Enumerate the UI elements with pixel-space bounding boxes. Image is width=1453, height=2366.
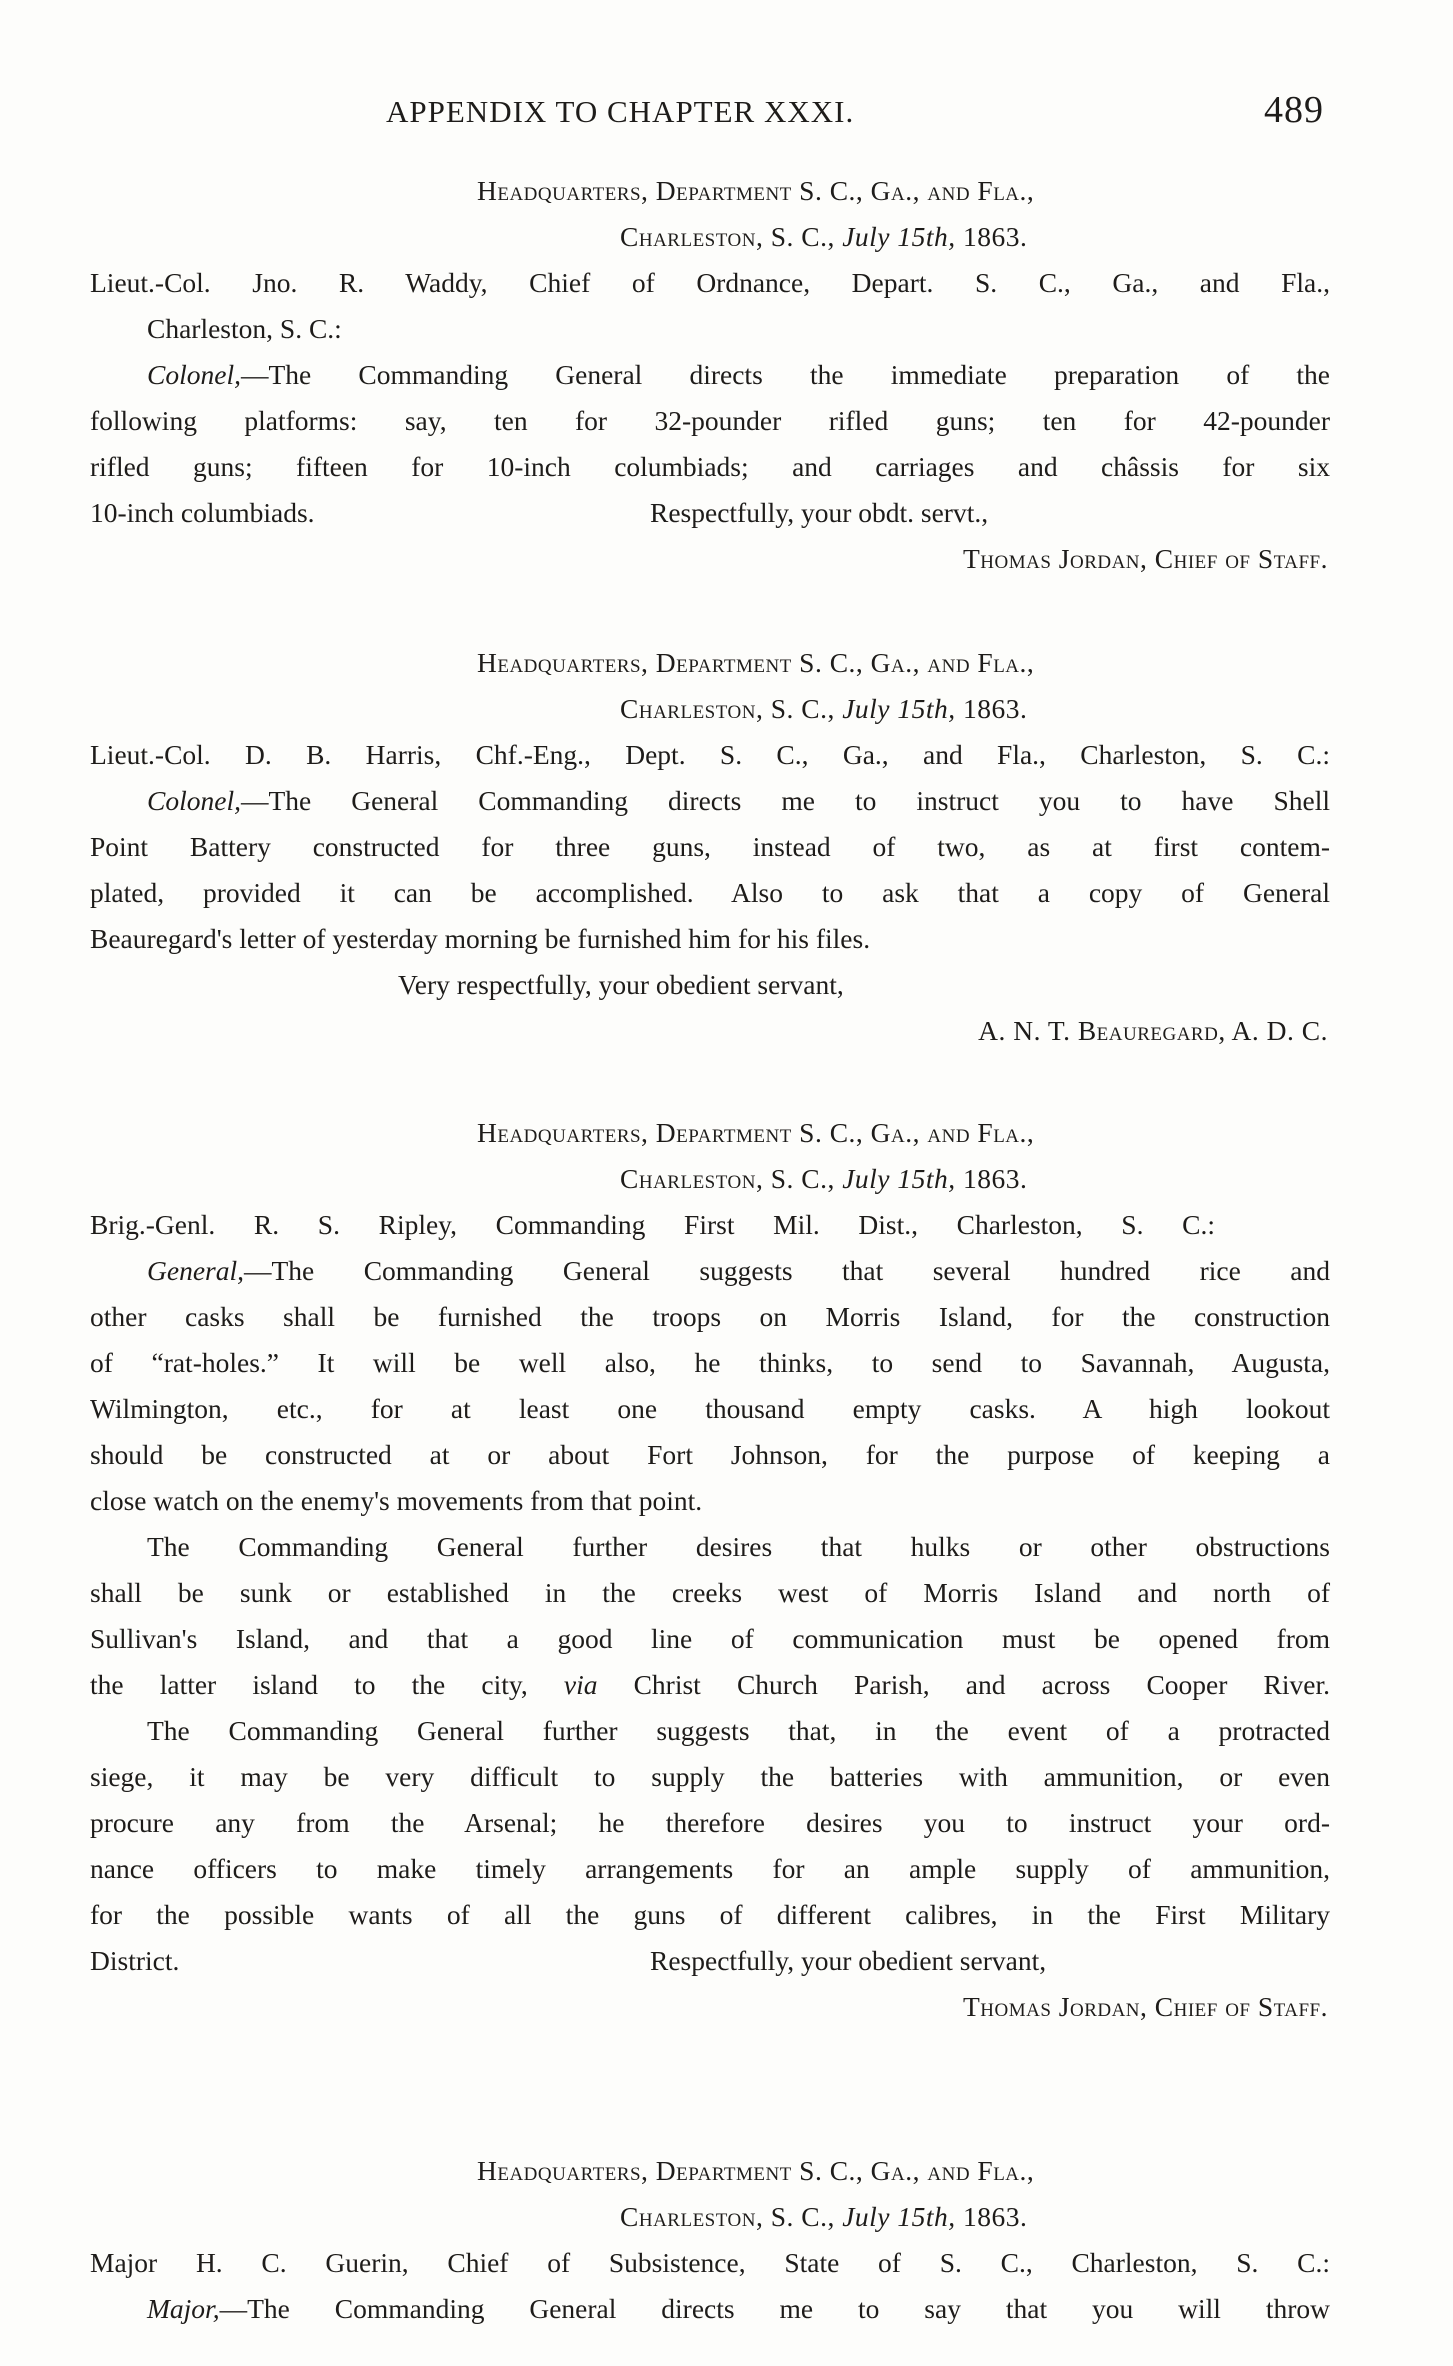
letter-heading: Headquarters, Department S. C., Ga., and Fla., xyxy=(477,175,1035,206)
letter-place-date: Charleston, S. C., July 15th, 1863. xyxy=(620,1163,1028,1194)
body-line: for the possible wants of all the guns of different calibres, in the First Military xyxy=(90,1899,1330,1930)
signature: Thomas Jordan, Chief of Staff. xyxy=(962,1991,1328,2022)
body-line: The Commanding General further suggests that, in the event of a protracted xyxy=(147,1715,1330,1746)
body-line: nance officers to make timely arrangements for an ample supply of ammunition, xyxy=(90,1853,1330,1884)
salutation: General, xyxy=(147,1255,244,1286)
addressee: Lieut.-Col. Jno. R. Waddy, Chief of Ordnance, Depart. S. C., Ga., and Fla., xyxy=(90,267,1330,298)
letter-ordnance xyxy=(90,168,1330,582)
letter-engineer xyxy=(90,640,1330,1054)
body-first-line: Major,—The Commanding General directs me to say that you will throw xyxy=(147,2293,1330,2324)
body-first-line: Colonel,—The General Commanding directs me to instruct you to have Shell xyxy=(147,785,1330,816)
addressee: Lieut.-Col. D. B. Harris, Chf.-Eng., Dept. S. C., Ga., and Fla., Charleston, S. C.: xyxy=(90,739,1330,770)
letter-heading: Headquarters, Department S. C., Ga., and Fla., xyxy=(477,1117,1035,1148)
closing: Very respectfully, your obedient servant, xyxy=(398,969,844,1000)
body-line: Point Battery constructed for three guns, instead of two, as at first contem- xyxy=(90,831,1330,862)
body-first-line: General,—The Commanding General suggests that several hundred rice and xyxy=(147,1255,1330,1286)
salutation: Colonel, xyxy=(147,359,241,390)
body-line: following platforms: say, ten for 32-pounder rifled guns; ten for 42-pounder xyxy=(90,405,1330,436)
body-line: procure any from the Arsenal; he therefore desires you to instruct your ord- xyxy=(90,1807,1330,1838)
closing-line xyxy=(90,490,1330,536)
letter-ripley xyxy=(90,1110,1330,2030)
closing: Respectfully, your obdt. servt., xyxy=(650,497,989,528)
body-line: should be constructed at or about Fort Johnson, for the purpose of keeping a xyxy=(90,1439,1330,1470)
body-line: Beauregard's letter of yesterday morning be furnished him for his files. xyxy=(90,923,871,954)
addressee: Brig.-Genl. R. S. Ripley, Commanding First Mil. Dist., Charleston, S. C.: xyxy=(90,1209,1215,1240)
body-line: the latter island to the city, via Christ Church Parish, and across Cooper River. xyxy=(90,1669,1331,1700)
running-title: APPENDIX TO CHAPTER XXXI. xyxy=(386,94,855,129)
body-line: Wilmington, etc., for at least one thousand empty casks. A high lookout xyxy=(90,1393,1330,1424)
letter-place-date: Charleston, S. C., July 15th, 1863. xyxy=(620,693,1028,724)
letter-heading: Headquarters, Department S. C., Ga., and Fla., xyxy=(477,2155,1035,2186)
salutation: Major, xyxy=(147,2293,220,2324)
letter-place-date: Charleston, S. C., July 15th, 1863. xyxy=(620,2201,1028,2232)
body-line: close watch on the enemy's movements from that point. xyxy=(90,1485,703,1516)
body-first-line: Colonel,—The Commanding General directs the immediate preparation of the xyxy=(147,359,1330,390)
body-line: siege, it may be very difficult to supply the batteries with ammunition, or even xyxy=(90,1761,1330,1792)
signature: Thomas Jordan, Chief of Staff. xyxy=(962,543,1328,574)
body-line: Sullivan's Island, and that a good line of communication must be opened from xyxy=(90,1623,1330,1654)
body-line: other casks shall be furnished the troops on Morris Island, for the construction xyxy=(90,1301,1330,1332)
addressee: Major H. C. Guerin, Chief of Subsistence, State of S. C., Charleston, S. C.: xyxy=(90,2247,1330,2278)
closing-left: 10-inch columbiads. xyxy=(90,497,315,528)
salutation: Colonel, xyxy=(147,785,241,816)
body-line: rifled guns; fifteen for 10-inch columbiads; and carriages and châssis for six xyxy=(90,451,1330,482)
signature: A. N. T. Beauregard, A. D. C. xyxy=(978,1015,1328,1046)
letter-place-date: Charleston, S. C., July 15th, 1863. xyxy=(620,221,1028,252)
closing-left: District. xyxy=(90,1945,180,1976)
closing-line xyxy=(90,1938,1330,1984)
closing: Respectfully, your obedient servant, xyxy=(650,1945,1047,1976)
body-line: plated, provided it can be accomplished. Also to ask that a copy of General xyxy=(90,877,1330,908)
body-line: The Commanding General further desires that hulks or other obstructions xyxy=(147,1531,1330,1562)
addressee-continued: Charleston, S. C.: xyxy=(147,313,342,344)
body-line: of “rat-holes.” It will be well also, he thinks, to send to Savannah, Augusta, xyxy=(90,1347,1330,1378)
body-line: shall be sunk or established in the creeks west of Morris Island and north of xyxy=(90,1577,1330,1608)
letter-heading: Headquarters, Department S. C., Ga., and Fla., xyxy=(477,647,1035,678)
letter-guerin xyxy=(90,2148,1330,2332)
page-number: 489 xyxy=(1264,89,1324,131)
